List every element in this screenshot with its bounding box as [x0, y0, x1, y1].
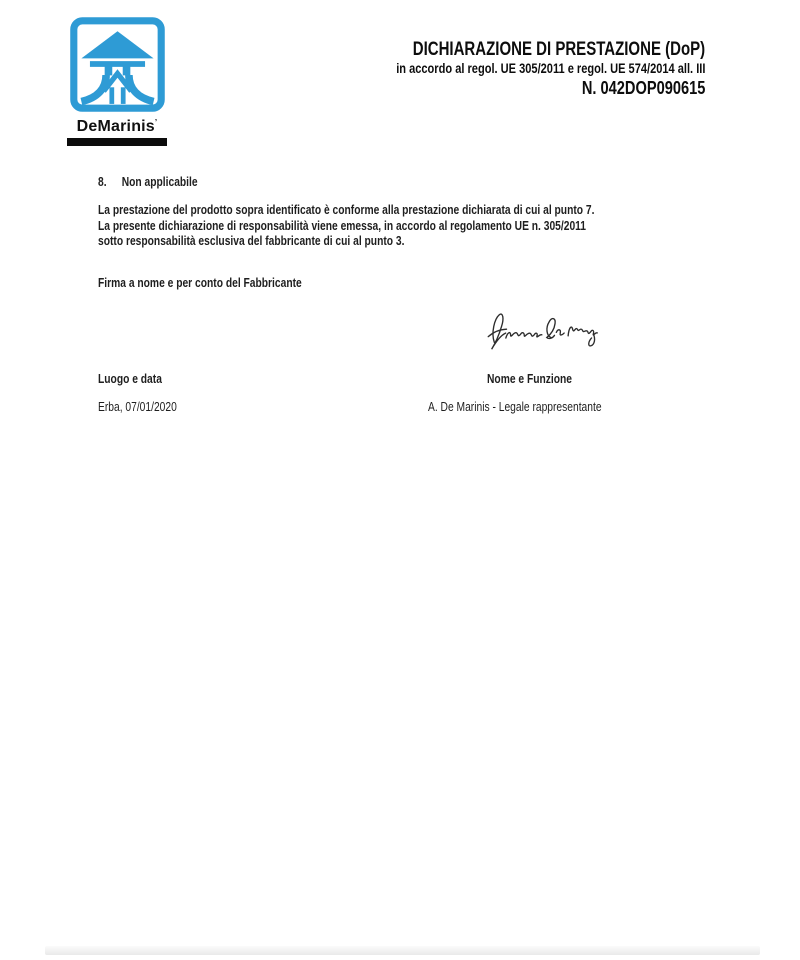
doc-number: N. 042DOP090615	[581, 77, 705, 98]
signature-intro: Firma a nome e per conto del Fabbricante	[98, 275, 302, 290]
list-item-text: Non applicabile	[121, 174, 198, 189]
name-function-label: Nome e Funzione	[487, 371, 573, 386]
brand-trademark: ’	[154, 118, 158, 127]
doc-title: DICHIARAZIONE DI PRESTAZIONE (DoP)	[412, 39, 705, 60]
brand-name: DeMarinis’	[76, 118, 158, 135]
house-chimney-arrow-icon	[70, 17, 165, 112]
handwritten-signature-icon	[485, 302, 599, 352]
paragraph-line: La prestazione del prodotto sopra identificato è conforme alla prestazione dichiarata di cui al punto 7.	[98, 202, 595, 217]
document-header	[314, 39, 705, 99]
page-bottom-edge	[45, 946, 760, 955]
conformity-paragraph	[98, 202, 726, 249]
company-logo	[66, 17, 168, 146]
doc-subtitle: in accordo al regol. UE 305/2011 e regol. UE 574/2014 all. III	[395, 60, 705, 76]
place-date-value: Erba, 07/01/2020	[98, 399, 177, 414]
name-function-value: A. De Marinis - Legale rappresentante	[428, 399, 602, 414]
logo-underline	[67, 138, 167, 146]
place-date-label: Luogo e data	[98, 371, 162, 386]
list-item-8	[98, 174, 224, 190]
paragraph-line: sotto responsabilità esclusiva del fabbricante di cui al punto 3.	[98, 233, 405, 249]
paragraph-line: La presente dichiarazione di responsabilità viene emessa, in accordo al regolamento UE n. 305/2011	[98, 217, 587, 233]
list-item-number: 8.	[98, 174, 107, 189]
